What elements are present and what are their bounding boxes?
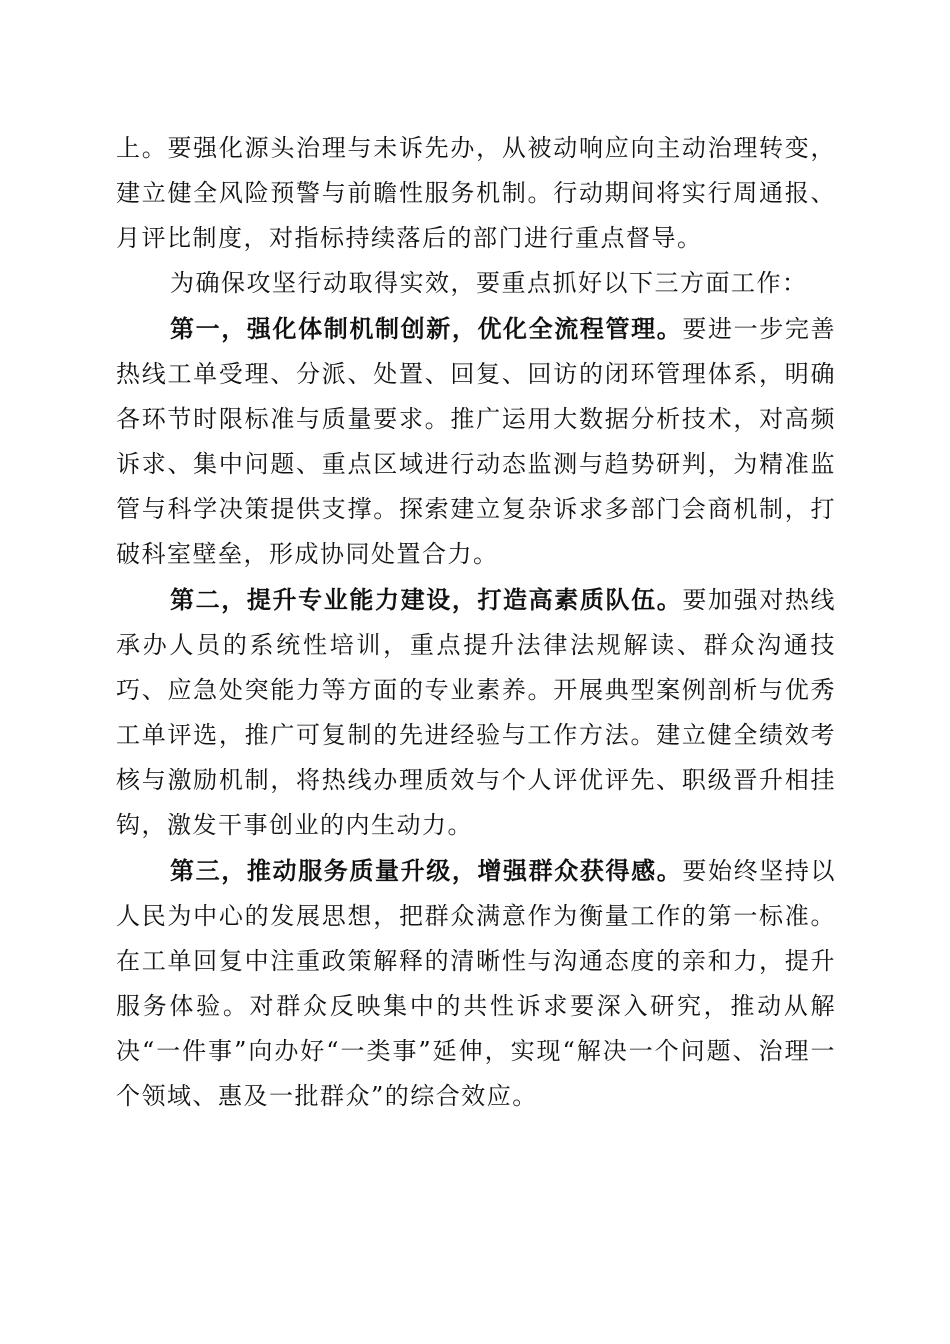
paragraph-lead-heading: 第三，推动服务质量升级，增强群众获得感。 <box>170 856 683 885</box>
paragraph-lead-heading: 第二，提升专业能力建设，打造高素质队伍。 <box>170 585 683 614</box>
paragraph-text: 要加强对热线承办人员的系统性培训，重点提升法律法规解读、群众沟通技巧、应急处突能力等方面的专业素养。开展典型案例剖析与优秀工单评选，推广可复制的先进经验与工作方法。建立健全绩效考核与激励机制，将热线办理质效与个人评优评先、职级晋升相挂钩，激发干事创业的内生动力。 <box>116 586 837 839</box>
paragraph-lead-heading: 第一，强化体制机制创新，优化全流程管理。 <box>170 314 683 343</box>
paragraph-intro <box>116 261 836 306</box>
paragraph-third-point <box>116 848 836 1119</box>
paragraph-second-point <box>116 577 836 848</box>
paragraph-continuation <box>116 126 836 261</box>
paragraph-text: 要进一步完善热线工单受理、分派、处置、回复、回访的闭环管理体系，明确各环节时限标准与质量要求。推广运用大数据分析技术，对高频诉求、集中问题、重点区域进行动态监测与趋势研判，为精准监管与科学决策提供支撑。探索建立复杂诉求多部门会商机制，打破科室壁垒，形成协同处置合力。 <box>116 315 837 568</box>
paragraph-text: 要始终坚持以人民为中心的发展思想，把群众满意作为衡量工作的第一标准。在工单回复中注重政策解释的清晰性与沟通态度的亲和力，提升服务体验。对群众反映集中的共性诉求要深入研究，推动从解决“一件事”向办好“一类事”延伸，实现“解决一个问题、治理一个领域、惠及一批群众”的综合效应。 <box>116 857 837 1110</box>
paragraph-first-point <box>116 306 836 577</box>
paragraph-text: 上。要强化源头治理与未诉先办，从被动响应向主动治理转变，建立健全风险预警与前瞻性服务机制。行动期间将实行周通报、月评比制度，对指标持续落后的部门进行重点督导。 <box>116 134 836 252</box>
document-body <box>116 126 836 1119</box>
paragraph-text: 为确保攻坚行动取得实效，要重点抓好以下三方面工作： <box>170 269 808 297</box>
